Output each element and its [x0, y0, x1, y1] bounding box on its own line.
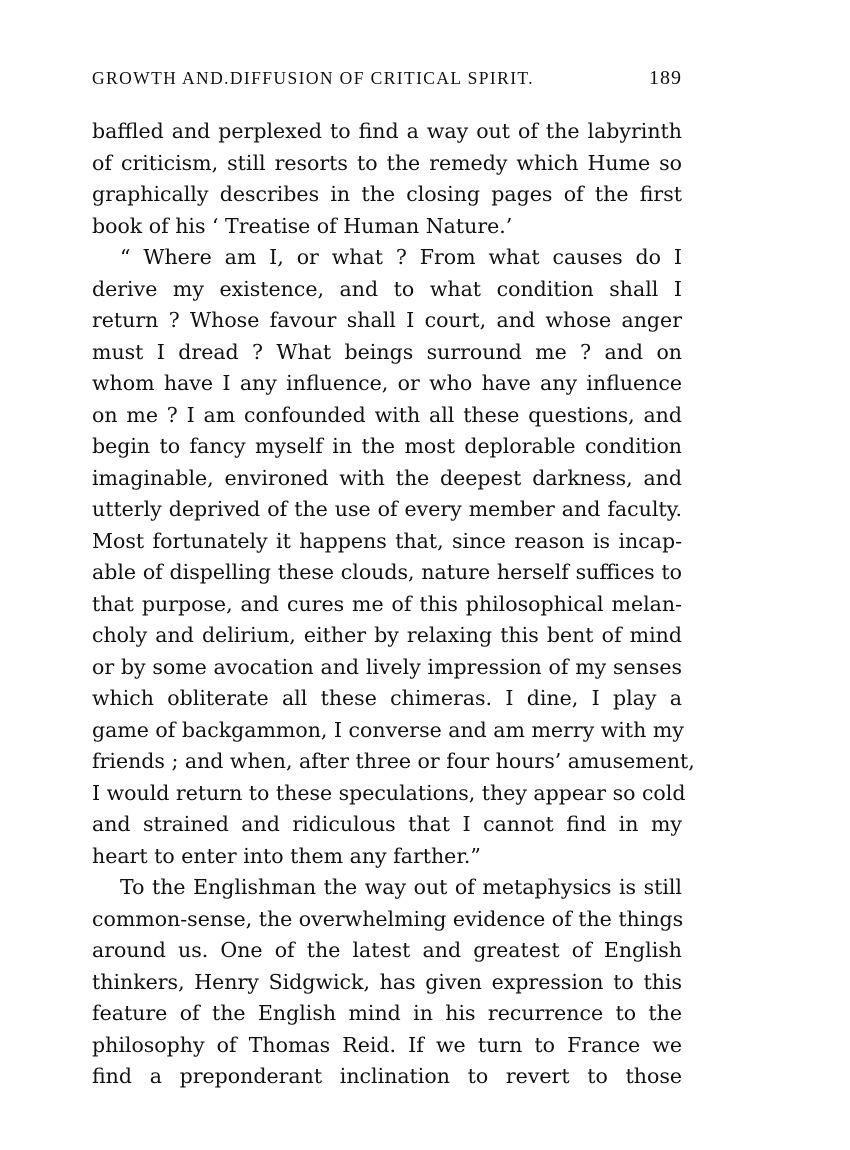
text-line: I would return to these speculations, they appear so cold: [92, 780, 686, 805]
text-line: utterly deprived of the use of every member and faculty.: [92, 497, 682, 521]
text-line: which obliterate all these chimeras. I dine, I play a: [92, 686, 682, 710]
page-number: 189: [649, 67, 682, 89]
text-line: To the Englishman the way out of metaphysics is still: [120, 875, 682, 899]
text-line: graphically describes in the closing pages of the first: [92, 182, 682, 206]
text-line: must I dread ? What beings surround me ? and on: [92, 339, 682, 364]
text-line: on me ? I am confounded with all these questions, and: [92, 402, 682, 427]
text-line: able of dispelling these clouds, nature herself suffices to: [92, 560, 682, 584]
running-title: GROWTH AND.DIFFUSION OF CRITICAL SPIRIT.: [92, 68, 534, 88]
text-line: derive my existence, and to what condition shall I: [92, 276, 682, 301]
text-line: or by some avocation and lively impression of my senses: [92, 654, 682, 679]
text-line: friends ; and when, after three or four hours’ amusement,: [92, 749, 695, 773]
page-body: [92, 116, 695, 1093]
text-line: game of backgammon, I converse and am merry with my: [92, 717, 684, 742]
text-line: Most fortunately it happens that, since reason is incap-: [92, 528, 682, 553]
text-line: that purpose, and cures me of this philosophical melan-: [92, 591, 682, 616]
text-line: find a preponderant inclination to revert to those: [92, 1064, 682, 1088]
running-head: [92, 62, 682, 94]
text-line: return ? Whose favour shall I court, and whose anger: [92, 308, 682, 332]
book-page: [92, 62, 695, 1093]
text-line: “ Where am I, or what ? From what causes do I: [120, 245, 682, 269]
text-line: of criticism, still resorts to the remedy which Hume so: [92, 150, 682, 175]
text-line: heart to enter into them any farther.”: [92, 843, 481, 868]
text-line: whom have I any influence, or who have any influence: [92, 371, 682, 395]
text-line: common-sense, the overwhelming evidence of the things: [92, 906, 684, 931]
text-line: begin to fancy myself in the most deplorable condition: [92, 434, 682, 458]
text-line: baffled and perplexed to find a way out of the labyrinth: [92, 119, 682, 143]
text-line: around us. One of the latest and greatest of English: [92, 938, 682, 962]
text-line: imaginable, environed with the deepest darkness, and: [92, 465, 682, 490]
text-line: thinkers, Henry Sidgwick, has given expression to this: [92, 969, 682, 994]
text-line: feature of the English mind in his recurrence to the: [92, 1001, 682, 1025]
text-line: choly and delirium, either by relaxing this bent of mind: [92, 623, 682, 647]
text-line: philosophy of Thomas Reid. If we turn to France we: [92, 1032, 682, 1057]
text-line: and strained and ridiculous that I cannot find in my: [92, 812, 682, 836]
text-line: book of his ‘ Treatise of Human Nature.’: [92, 213, 513, 238]
